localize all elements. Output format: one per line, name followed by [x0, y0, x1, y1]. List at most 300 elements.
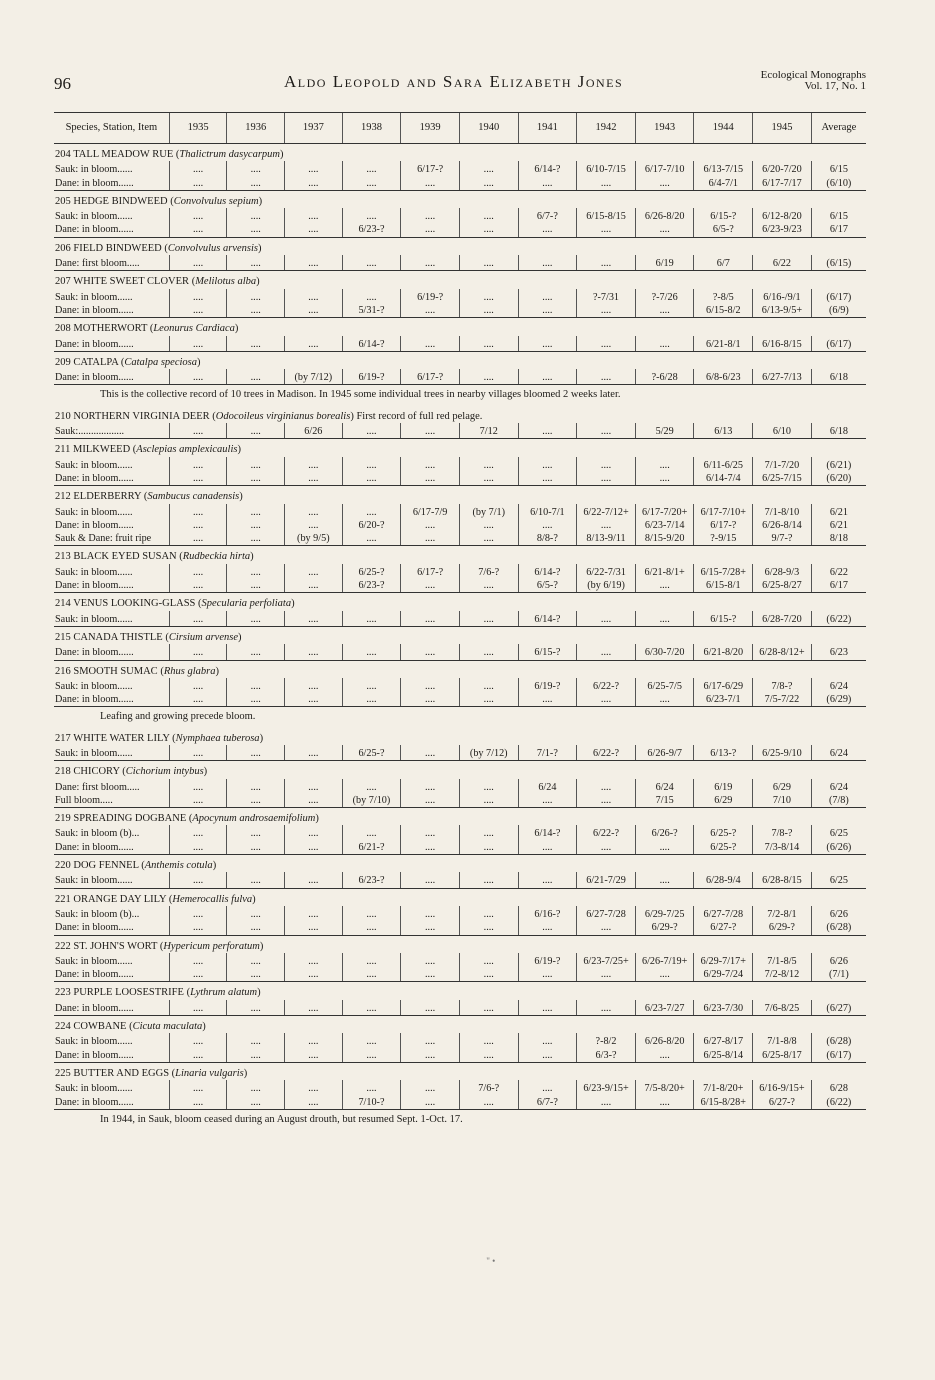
species-header-row: [54, 1016, 866, 1034]
date-cell: ....: [227, 1080, 285, 1095]
data-row: [54, 369, 866, 385]
species-common-name: HEDGE BINDWEED: [73, 195, 168, 207]
date-cell: ....: [169, 161, 227, 176]
station-item-cell: Dane: in bloom......: [54, 1000, 169, 1016]
date-cell: 6/10-7/15: [577, 161, 636, 176]
date-cell: ....: [285, 504, 343, 519]
date-cell: ....: [459, 161, 518, 176]
species-common-name: FIELD BINDWEED: [73, 242, 162, 254]
date-cell: 6/23: [811, 644, 866, 660]
date-cell: ....: [342, 644, 401, 660]
date-cell: 6/14-?: [342, 336, 401, 352]
date-cell: ....: [227, 161, 285, 176]
date-cell: 6/22-?: [577, 825, 636, 840]
date-cell: ....: [227, 255, 285, 271]
station-item-cell: Dane: in bloom......: [54, 841, 169, 855]
date-cell: 6/27-7/13: [753, 369, 812, 385]
species-number: 204: [55, 149, 71, 160]
species-common-name: ORANGE DAY LILY: [73, 893, 167, 905]
species-common-name: COWBANE: [73, 1021, 127, 1033]
date-cell: 7/6-8/25: [753, 1000, 812, 1016]
station-item-cell: Dane: in bloom......: [54, 223, 169, 237]
date-cell: ....: [459, 532, 518, 546]
date-cell: ....: [401, 457, 460, 472]
station-item-cell: Dane: in bloom......: [54, 693, 169, 707]
date-cell: 6/15-?: [694, 611, 753, 627]
date-cell: ....: [285, 161, 343, 176]
data-row: [54, 161, 866, 176]
date-cell: 6/29-7/24: [694, 968, 753, 982]
date-cell: ....: [227, 423, 285, 439]
species-title: 213 BLACK EYED SUSAN (Rudbeckia hirta): [55, 551, 254, 563]
species-common-name: ELDERBERRY: [73, 491, 142, 503]
data-row: [54, 745, 866, 761]
date-cell: 7/5-7/22: [753, 693, 812, 707]
date-cell: ....: [227, 564, 285, 579]
date-cell: ....: [227, 579, 285, 593]
date-cell: 6/3-?: [577, 1049, 636, 1063]
data-row: [54, 1080, 866, 1095]
column-header: 1937: [285, 113, 343, 144]
data-row: [54, 611, 866, 627]
date-cell: 6/23-7/30: [694, 1000, 753, 1016]
date-cell: 6/19: [635, 255, 694, 271]
station-item-cell: Sauk: in bloom......: [54, 611, 169, 627]
date-cell: ....: [169, 1049, 227, 1063]
date-cell: 6/15-8/2: [694, 304, 753, 318]
data-row: [54, 423, 866, 439]
date-cell: ....: [459, 519, 518, 532]
date-cell: 6/25: [811, 872, 866, 888]
species-title: 217 WHITE WATER LILY (Nymphaea tuberosa): [55, 732, 264, 744]
date-cell: ....: [459, 336, 518, 352]
date-cell: 6/21-8/20: [694, 644, 753, 660]
date-cell: ....: [169, 872, 227, 888]
date-cell: 7/5-8/20+: [635, 1080, 694, 1095]
station-item-cell: Dane: in bloom......: [54, 336, 169, 352]
date-cell: 6/18: [811, 369, 866, 385]
date-cell: ....: [401, 953, 460, 968]
date-cell: ....: [518, 255, 577, 271]
phenology-table: [54, 112, 866, 1130]
date-cell: ....: [459, 779, 518, 794]
date-cell: ....: [577, 369, 636, 385]
station-item-cell: Sauk & Dane: fruit ripe: [54, 532, 169, 546]
date-cell: ....: [401, 841, 460, 855]
date-cell: ....: [169, 841, 227, 855]
date-cell: 6/21-8/1: [694, 336, 753, 352]
date-cell: ....: [169, 289, 227, 304]
species-latin-name: Linaria vulgaris: [175, 1067, 244, 1079]
station-item-cell: Sauk: in bloom......: [55, 1036, 133, 1048]
date-cell: ....: [169, 472, 227, 486]
date-cell: ....: [169, 779, 227, 794]
date-cell: ?-8/5: [694, 289, 753, 304]
date-cell: ....: [635, 1049, 694, 1063]
species-title: 216 SMOOTH SUMAC (Rhus glabra): [55, 665, 219, 677]
date-cell: ....: [401, 223, 460, 237]
species-header-row: [54, 318, 866, 336]
species-latin-name: Melilotus alba: [195, 276, 257, 288]
date-cell: 7/2-8/12: [753, 968, 812, 982]
date-cell: ....: [401, 779, 460, 794]
species-number: 209: [55, 356, 71, 368]
date-cell: ....: [169, 968, 227, 982]
date-cell: 7/1-8/8: [753, 1033, 812, 1048]
date-cell: ....: [518, 519, 577, 532]
column-header: 1942: [577, 113, 636, 144]
date-cell: ....: [342, 678, 401, 693]
date-cell: 6/28-9/4: [694, 872, 753, 888]
date-cell: ....: [577, 457, 636, 472]
date-cell: 6/24: [635, 779, 694, 794]
date-cell: 6/22: [753, 255, 812, 271]
date-cell: ....: [401, 611, 460, 627]
date-cell: 6/21-8/1+: [635, 564, 694, 579]
date-cell: ....: [518, 223, 577, 237]
date-cell: ....: [518, 369, 577, 385]
date-cell: 6/25-8/17: [753, 1049, 812, 1063]
date-cell: 6/5-?: [694, 223, 753, 237]
data-row: [54, 336, 866, 352]
date-cell: 6/17-?: [694, 519, 753, 532]
data-row: [54, 644, 866, 660]
date-cell: ....: [518, 693, 577, 707]
species-header-row: [54, 144, 866, 162]
date-cell: 7/3-8/14: [753, 841, 812, 855]
species-latin-name: Catalpa speciosa: [124, 356, 197, 368]
date-cell: ....: [285, 223, 343, 237]
date-cell: 7/6-?: [459, 564, 518, 579]
date-cell: ....: [459, 693, 518, 707]
species-common-name: BUTTER AND EGGS: [73, 1067, 170, 1079]
date-cell: ....: [401, 745, 460, 761]
date-cell: 6/22-7/31: [577, 564, 636, 579]
species-latin-name: Nymphaea tuberosa: [175, 732, 260, 744]
date-cell: (by 7/12): [285, 369, 343, 385]
date-cell: ....: [285, 579, 343, 593]
date-cell: ....: [459, 953, 518, 968]
column-header: 1945: [753, 113, 812, 144]
date-cell: (by 9/5): [285, 532, 343, 546]
date-cell: 6/25-7/5: [635, 678, 694, 693]
date-cell: ....: [401, 1033, 460, 1048]
station-item-cell: Sauk: in bloom......: [55, 506, 133, 518]
date-cell: 6/21: [811, 519, 866, 532]
date-cell: 6/29: [753, 779, 812, 794]
date-cell: ....: [577, 336, 636, 352]
date-cell: (6/9): [811, 304, 866, 318]
date-cell: 6/23-?: [342, 579, 401, 593]
date-cell: ....: [518, 1033, 577, 1048]
date-cell: ....: [401, 208, 460, 223]
species-common-name: SMOOTH SUMAC: [73, 665, 158, 677]
species-latin-name: Anthemis cotula: [144, 860, 213, 872]
date-cell: (6/27): [811, 1000, 866, 1016]
date-cell: ....: [401, 693, 460, 707]
species-latin-name: Hemerocallis fulva: [172, 893, 253, 905]
date-cell: ....: [342, 1033, 401, 1048]
data-row: [54, 208, 866, 223]
species-latin-name: Odocoileus virginianus borealis: [215, 410, 351, 422]
date-cell: ....: [169, 906, 227, 921]
date-cell: 6/21-?: [342, 841, 401, 855]
species-title: 220 DOG FENNEL (Anthemis cotula): [55, 860, 217, 872]
date-cell: ....: [285, 1000, 343, 1016]
date-cell: 7/1-?: [518, 745, 577, 761]
date-cell: ....: [227, 906, 285, 921]
page: [54, 68, 866, 1130]
date-cell: ....: [169, 255, 227, 271]
station-item-cell: Sauk: in bloom......: [55, 680, 133, 692]
date-cell: ....: [227, 304, 285, 318]
date-cell: ....: [459, 1049, 518, 1063]
date-cell: ....: [285, 336, 343, 352]
date-cell: ....: [401, 794, 460, 808]
data-row: [54, 779, 866, 794]
species-number: 219: [55, 813, 71, 825]
species-latin-name: Sambucus canadensis: [147, 491, 240, 503]
column-header: 1940: [459, 113, 518, 144]
date-cell: 6/17-7/17: [753, 177, 812, 191]
date-cell: ....: [227, 1033, 285, 1048]
station-item-cell: Sauk: in bloom......: [55, 459, 133, 471]
date-cell: 6/26: [811, 953, 866, 968]
date-cell: ....: [285, 255, 343, 271]
date-cell: 6/15: [811, 208, 866, 223]
date-cell: ....: [342, 532, 401, 546]
species-note: This is the collective record of 10 trees in Madison. In 1945 some individual trees in nearby villages bloomed 2 weeks later.: [100, 389, 621, 401]
date-cell: 6/15-8/1: [694, 579, 753, 593]
date-cell: 6/29-7/17+: [694, 953, 753, 968]
date-cell: ....: [577, 472, 636, 486]
date-cell: ....: [401, 1000, 460, 1016]
date-cell: ....: [518, 304, 577, 318]
species-number: 225: [55, 1067, 71, 1079]
date-cell: 6/23-7/14: [635, 519, 694, 532]
species-title: 214 VENUS LOOKING-GLASS (Specularia perfoliata): [55, 598, 295, 610]
species-number: 211: [55, 444, 71, 456]
date-cell: ....: [342, 504, 401, 519]
date-cell: 6/24: [811, 779, 866, 794]
date-cell: ....: [401, 1080, 460, 1095]
species-number: 210: [55, 410, 71, 422]
date-cell: 7/1-7/20: [753, 457, 812, 472]
date-cell: 6/15: [811, 161, 866, 176]
date-cell: 7/1-8/10: [753, 504, 812, 519]
date-cell: ....: [169, 921, 227, 935]
data-row: [54, 579, 866, 593]
date-cell: 6/17: [811, 223, 866, 237]
date-cell: ....: [227, 693, 285, 707]
date-cell: ....: [577, 693, 636, 707]
date-cell: ....: [169, 564, 227, 579]
date-cell: ....: [169, 304, 227, 318]
date-cell: ....: [401, 336, 460, 352]
date-cell: ....: [227, 825, 285, 840]
date-cell: ....: [635, 579, 694, 593]
date-cell: ....: [285, 1080, 343, 1095]
date-cell: 6/13-?: [694, 745, 753, 761]
date-cell: ....: [577, 177, 636, 191]
station-item-cell: Dane: in bloom......: [54, 644, 169, 660]
date-cell: 6/26-8/20: [635, 1033, 694, 1048]
species-common-name: CATALPA: [73, 356, 119, 368]
date-cell: ....: [285, 921, 343, 935]
date-cell: 6/7: [694, 255, 753, 271]
date-cell: ....: [577, 1096, 636, 1110]
date-cell: ....: [227, 472, 285, 486]
date-cell: 6/29-?: [753, 921, 812, 935]
date-cell: ....: [577, 1000, 636, 1016]
date-cell: ....: [635, 968, 694, 982]
species-latin-name: Cicuta maculata: [132, 1021, 203, 1033]
species-number: 212: [55, 491, 71, 503]
data-row: [54, 1049, 866, 1063]
date-cell: ....: [169, 1096, 227, 1110]
species-latin-name: Leonurus Cardiaca: [153, 323, 235, 335]
species-common-name: BLACK EYED SUSAN: [73, 551, 177, 563]
species-note: In 1944, in Sauk, bloom ceased during an August drouth, but resumed Sept. 1-Oct. 17.: [100, 1113, 463, 1125]
species-number: 206: [55, 242, 71, 254]
date-cell: ?-8/2: [577, 1033, 636, 1048]
data-row: [54, 678, 866, 693]
station-item-cell: Dane: in bloom......: [54, 304, 169, 318]
data-row: [54, 693, 866, 707]
date-cell: ....: [285, 906, 343, 921]
date-cell: 7/10-?: [342, 1096, 401, 1110]
date-cell: ....: [169, 177, 227, 191]
date-cell: 6/22: [811, 564, 866, 579]
date-cell: ....: [635, 457, 694, 472]
date-cell: ....: [577, 423, 636, 439]
data-row: [54, 953, 866, 968]
date-cell: (6/28): [811, 921, 866, 935]
station-item-cell: Dane: in bloom......: [54, 369, 169, 385]
date-cell: 9/7-?: [753, 532, 812, 546]
date-cell: (by 6/19): [577, 579, 636, 593]
date-cell: ....: [285, 779, 343, 794]
date-cell: 6/26-?: [635, 825, 694, 840]
date-cell: ....: [459, 255, 518, 271]
date-cell: ....: [169, 745, 227, 761]
species-common-name: MOTHERWORT: [73, 323, 148, 335]
date-cell: 8/15-9/20: [635, 532, 694, 546]
date-cell: (6/22): [811, 611, 866, 627]
date-cell: 6/19: [694, 779, 753, 794]
date-cell: 6/17-7/9: [401, 504, 460, 519]
date-cell: 6/27-?: [753, 1096, 812, 1110]
species-title: 218 CHICORY (Cichorium intybus): [55, 766, 208, 778]
date-cell: ....: [459, 177, 518, 191]
date-cell: 6/27-8/17: [694, 1033, 753, 1048]
date-cell: (6/15): [811, 255, 866, 271]
date-cell: 6/26: [285, 423, 343, 439]
date-cell: ....: [285, 968, 343, 982]
date-cell: ....: [577, 611, 636, 627]
date-cell: 6/30-7/20: [635, 644, 694, 660]
date-cell: 6/13-9/5+: [753, 304, 812, 318]
date-cell: 7/12: [459, 423, 518, 439]
date-cell: 7/8-?: [753, 825, 812, 840]
date-cell: ....: [459, 611, 518, 627]
column-header: 1939: [401, 113, 460, 144]
date-cell: ....: [401, 825, 460, 840]
date-cell: ....: [635, 336, 694, 352]
date-cell: ?-6/28: [635, 369, 694, 385]
species-common-name: VENUS LOOKING-GLASS: [73, 598, 196, 610]
species-header-row: [54, 486, 866, 504]
date-cell: ?-7/31: [577, 289, 636, 304]
data-row: [54, 841, 866, 855]
date-cell: 6/14-?: [518, 161, 577, 176]
station-item-cell: Dane: in bloom......: [54, 968, 169, 982]
station-item-cell: Dane: first bloom.....: [55, 781, 140, 793]
date-cell: ....: [227, 611, 285, 627]
date-cell: ....: [169, 423, 227, 439]
date-cell: (7/8): [811, 794, 866, 808]
date-cell: ....: [285, 177, 343, 191]
date-cell: 6/16-8/15: [753, 336, 812, 352]
date-cell: ....: [518, 472, 577, 486]
species-title: 206 FIELD BINDWEED (Convolvulus arvensis): [55, 242, 262, 254]
date-cell: 6/27-7/28: [577, 906, 636, 921]
date-cell: ....: [459, 841, 518, 855]
date-cell: ....: [459, 304, 518, 318]
data-row: [54, 532, 866, 546]
date-cell: ....: [518, 423, 577, 439]
date-cell: 6/26-9/7: [635, 745, 694, 761]
date-cell: 6/7-?: [518, 208, 577, 223]
date-cell: ....: [518, 794, 577, 808]
date-cell: ....: [169, 678, 227, 693]
date-cell: ....: [227, 289, 285, 304]
column-header: 1943: [635, 113, 694, 144]
station-item-cell: Dane: in bloom......: [54, 1096, 169, 1110]
data-row: [54, 906, 866, 921]
date-cell: 6/15-8/15: [577, 208, 636, 223]
date-cell: ....: [401, 644, 460, 660]
date-cell: ....: [342, 161, 401, 176]
date-cell: 6/28-8/15: [753, 872, 812, 888]
date-cell: 6/24: [518, 779, 577, 794]
date-cell: ....: [169, 644, 227, 660]
note-row: [54, 1109, 866, 1130]
date-cell: ....: [342, 906, 401, 921]
date-cell: ....: [169, 1000, 227, 1016]
date-cell: 6/25-9/10: [753, 745, 812, 761]
date-cell: ....: [285, 1096, 343, 1110]
column-header: 1935: [169, 113, 227, 144]
date-cell: 6/10: [753, 423, 812, 439]
date-cell: 7/6-?: [459, 1080, 518, 1095]
date-cell: 6/15-8/28+: [694, 1096, 753, 1110]
station-item-cell: Sauk: in bloom......: [54, 872, 169, 888]
date-cell: ....: [518, 872, 577, 888]
date-cell: ....: [577, 304, 636, 318]
species-latin-name: Lythrum alatum: [190, 987, 258, 999]
date-cell: 6/17-?: [401, 564, 460, 579]
date-cell: ....: [227, 968, 285, 982]
date-cell: ....: [518, 841, 577, 855]
date-cell: 6/25-8/14: [694, 1049, 753, 1063]
data-row: [54, 564, 866, 579]
date-cell: 6/25-7/15: [753, 472, 812, 486]
date-cell: ....: [169, 369, 227, 385]
data-row: [54, 177, 866, 191]
date-cell: 6/20-7/20: [753, 161, 812, 176]
date-cell: 6/13: [694, 423, 753, 439]
